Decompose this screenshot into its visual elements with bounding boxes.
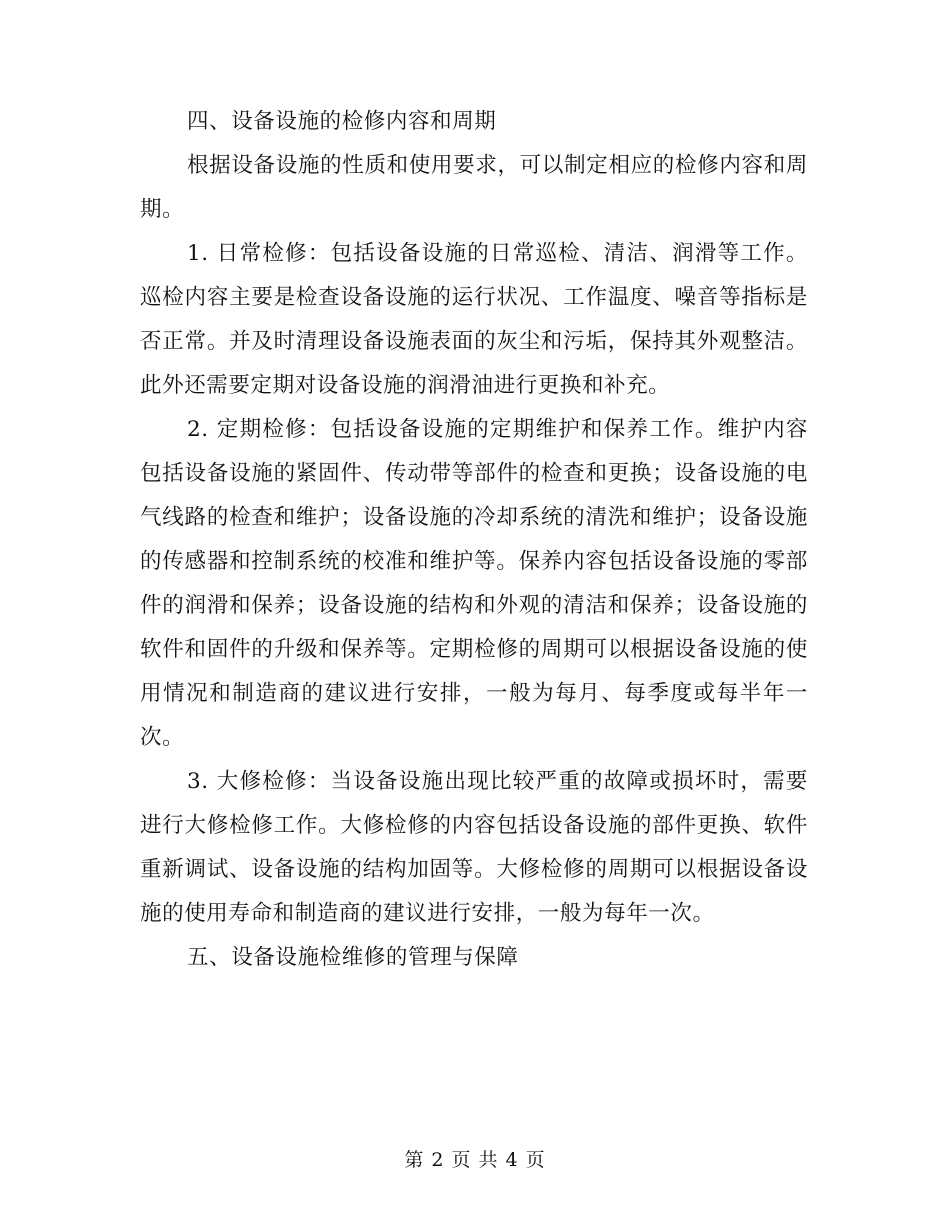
page-number-footer: 第 2 页 共 4 页 bbox=[404, 1149, 546, 1171]
document-body bbox=[140, 100, 808, 980]
body-paragraph: 根据设备设施的性质和使用要求，可以制定相应的检修内容和周期。 bbox=[140, 153, 808, 222]
list-item-overhaul-maintenance: 3. 大修检修：当设备设施出现比较严重的故障或损坏时，需要进行大修检修工作。大修检修的内容包括设备设施的部件更换、软件重新调试、设备设施的结构加固等。大修检修的周期可以根据设备设施的使用寿命和制造商的建议进行安排，一般为每年一次。 bbox=[140, 769, 808, 926]
list-item-daily-maintenance: 1. 日常检修：包括设备设施的日常巡检、清洁、润滑等工作。巡检内容主要是检查设备设施的运行状况、工作温度、噪音等指标是否正常。并及时清理设备设施表面的灰尘和污垢，保持其外观整洁。此外还需要定期对设备设施的润滑油进行更换和补充。 bbox=[140, 241, 808, 398]
section-heading-4: 四、设备设施的检修内容和周期 bbox=[187, 109, 497, 134]
list-item-periodic-maintenance: 2. 定期检修：包括设备设施的定期维护和保养工作。维护内容包括设备设施的紧固件、传动带等部件的检查和更换；设备设施的电气线路的检查和维护；设备设施的冷却系统的清洗和维护；设备设施的传感器和控制系统的校准和维护等。保养内容包括设备设施的零部件的润滑和保养；设备设施的结构和外观的清洁和保养；设备设施的软件和固件的升级和保养等。定期检修的周期可以根据设备设施的使用情况和制造商的建议进行安排，一般为每月、每季度或每半年一次。 bbox=[140, 417, 808, 750]
section-heading-5: 五、设备设施检维修的管理与保障 bbox=[187, 945, 519, 970]
